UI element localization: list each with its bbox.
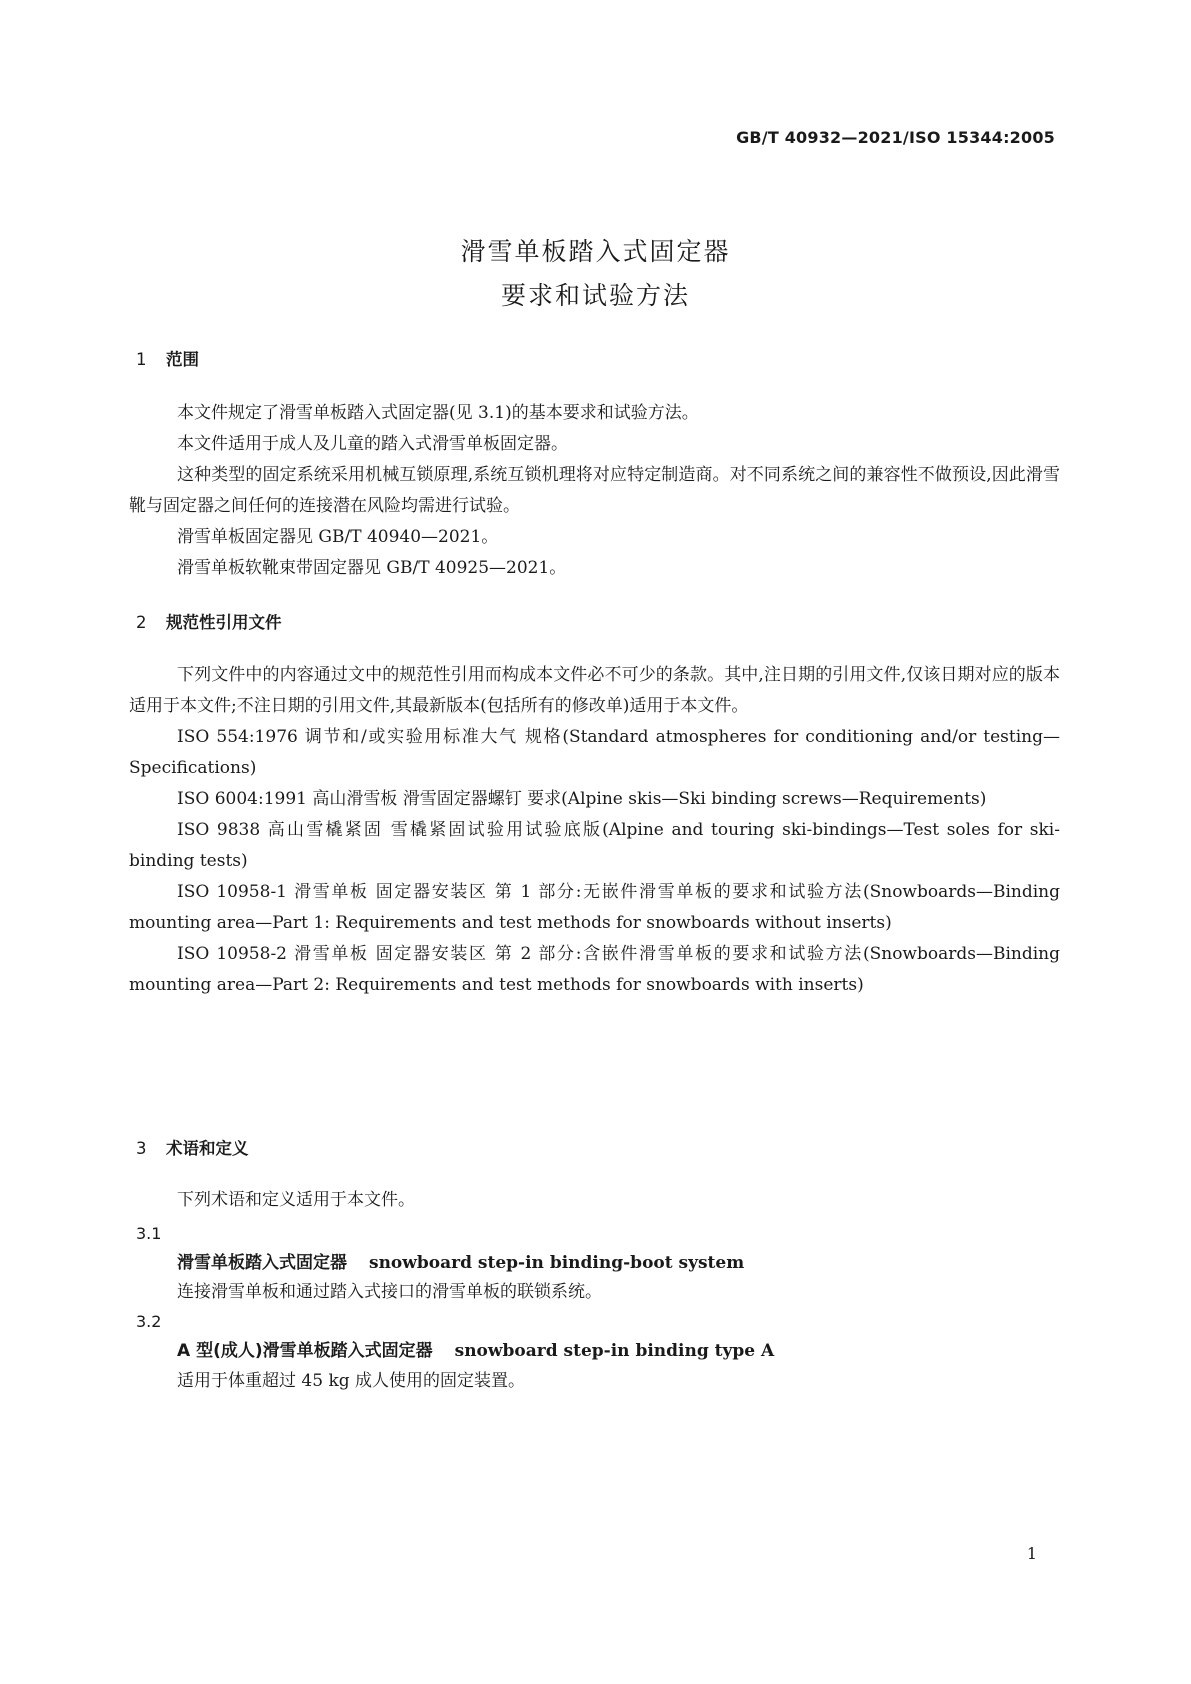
section-body-normative-references [129,660,1060,1001]
standard-code: GB/T 40932—2021/ISO 15344:2005 [736,128,1055,147]
term-zh: A 型(成人)滑雪单板踏入式固定器 [177,1341,433,1361]
section-number: 3 [136,1139,147,1158]
term-heading [177,1336,774,1367]
section-body-scope [129,398,1060,584]
section-number: 2 [136,613,147,632]
section-title: 术语和定义 [166,1139,249,1158]
reference-item: ISO 9838 高山雪橇紧固 雪橇紧固试验用试验底版(Alpine and touring ski-bindings—Test soles for ski-binding tests) [129,820,1060,871]
reference-item: ISO 10958-2 滑雪单板 固定器安装区 第 2 部分:含嵌件滑雪单板的要求和试验方法(Snowboards—Binding mounting area—Part 2: Requirements and test methods for snowboards with inserts) [129,944,1060,995]
paragraph: 这种类型的固定系统采用机械互锁原理,系统互锁机理将对应特定制造商。对不同系统之间的兼容性不做预设,因此滑雪靴与固定器之间任何的连接潜在风险均需进行试验。 [129,465,1060,516]
section-number: 1 [136,350,147,369]
term-heading [177,1248,744,1279]
document-title: 滑雪单板踏入式固定器 [460,237,731,266]
paragraph: 下列文件中的内容通过文中的规范性引用而构成本文件必不可少的条款。其中,注日期的引用文件,仅该日期对应的版本适用于本文件;不注日期的引用文件,其最新版本(包括所有的修改单)适用于本文件。 [129,665,1060,716]
paragraph: 滑雪单板固定器见 GB/T 40940—2021。 [177,527,499,547]
paragraph: 滑雪单板软靴束带固定器见 GB/T 40925—2021。 [177,558,567,578]
paragraph: 本文件适用于成人及儿童的踏入式滑雪单板固定器。 [177,434,568,454]
reference-item: ISO 554:1976 调节和/或实验用标准大气 规格(Standard atmospheres for conditioning and/or testing—Specifications) [129,727,1060,778]
section-intro-terms [129,1185,1060,1216]
section-title: 规范性引用文件 [166,613,282,632]
term-zh: 滑雪单板踏入式固定器 [177,1253,347,1273]
reference-item: ISO 10958-1 滑雪单板 固定器安装区 第 1 部分:无嵌件滑雪单板的要求和试验方法(Snowboards—Binding mounting area—Part 1: Requirements and test methods for snowboards without inserts) [129,882,1060,933]
term-definition: 连接滑雪单板和通过踏入式接口的滑雪单板的联锁系统。 [177,1282,602,1302]
paragraph: 本文件规定了滑雪单板踏入式固定器(见 3.1)的基本要求和试验方法。 [177,403,699,423]
reference-item: ISO 6004:1991 高山滑雪板 滑雪固定器螺钉 要求(Alpine skis—Ski binding screws—Requirements) [177,789,987,809]
paragraph: 下列术语和定义适用于本文件。 [177,1190,415,1210]
section-title: 范围 [166,350,199,369]
section-heading-normative-references [136,609,282,633]
page-number: 1 [1026,1544,1037,1563]
term-en: snowboard step-in binding-boot system [369,1253,745,1273]
term-en: snowboard step-in binding type A [454,1341,775,1361]
section-heading-scope [136,346,199,370]
document-subtitle: 要求和试验方法 [500,281,690,310]
term-number: 3.2 [136,1312,162,1331]
term-definition: 适用于体重超过 45 kg 成人使用的固定装置。 [177,1371,526,1391]
term-number: 3.1 [136,1224,162,1243]
section-heading-terms [136,1135,249,1159]
